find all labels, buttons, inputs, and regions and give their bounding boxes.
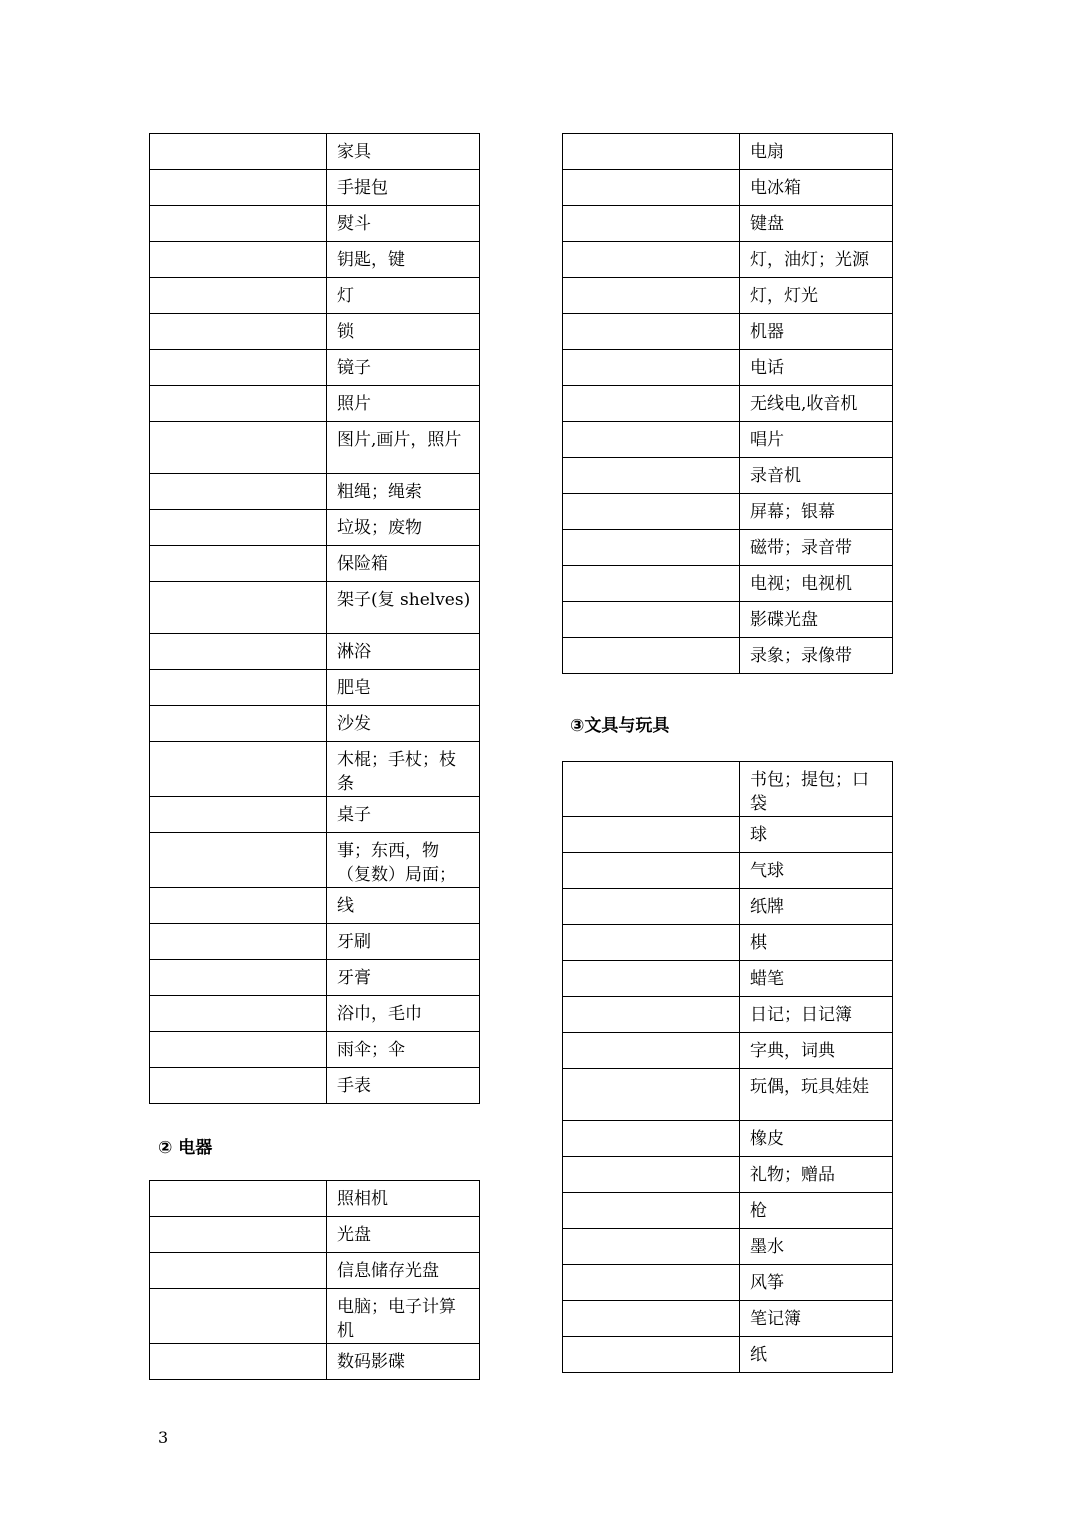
table-row (150, 278, 480, 314)
word-meaning-cell: 字典，词典 (740, 1033, 893, 1069)
left-column (149, 133, 480, 1104)
word-meaning-cell: 牙膏 (327, 960, 480, 996)
word-meaning-cell: 球 (740, 817, 893, 853)
answer-blank-cell[interactable] (563, 566, 740, 602)
word-meaning-cell: 橡皮 (740, 1121, 893, 1157)
table-row (563, 762, 893, 817)
word-meaning-cell: 录象；录像带 (740, 638, 893, 674)
table-row (563, 853, 893, 889)
word-meaning-cell: 枪 (740, 1193, 893, 1229)
word-meaning-cell: 锁 (327, 314, 480, 350)
word-meaning-cell: 磁带；录音带 (740, 530, 893, 566)
answer-blank-cell[interactable] (563, 638, 740, 674)
table-row (563, 242, 893, 278)
table-row (563, 458, 893, 494)
answer-blank-cell[interactable] (563, 350, 740, 386)
word-meaning-cell: 蜡笔 (740, 961, 893, 997)
answer-blank-cell[interactable] (563, 762, 740, 817)
table-row (563, 494, 893, 530)
word-meaning-cell: 镜子 (327, 350, 480, 386)
word-meaning-cell: 家具 (327, 134, 480, 170)
answer-blank-cell[interactable] (150, 582, 327, 634)
word-meaning-cell: 垃圾；废物 (327, 510, 480, 546)
word-meaning-cell: 图片,画片，照片 (327, 422, 480, 474)
table-row (563, 350, 893, 386)
table-row (563, 134, 893, 170)
electronics-vocab-table (562, 133, 893, 674)
stationery-vocab-table (562, 761, 893, 1373)
word-meaning-cell: 电扇 (740, 134, 893, 170)
section-heading-stationery-toys: ③文具与玩具 (570, 716, 670, 736)
word-meaning-cell: 棋 (740, 925, 893, 961)
word-meaning-cell: 沙发 (327, 706, 480, 742)
word-meaning-cell: 肥皂 (327, 670, 480, 706)
word-meaning-cell: 桌子 (327, 797, 480, 833)
word-meaning-cell: 墨水 (740, 1229, 893, 1265)
table-row (150, 924, 480, 960)
table-row (563, 925, 893, 961)
word-meaning-cell: 手表 (327, 1068, 480, 1104)
answer-blank-cell[interactable] (563, 817, 740, 853)
answer-blank-cell[interactable] (150, 1344, 327, 1380)
answer-blank-cell[interactable] (563, 206, 740, 242)
table-row (150, 1032, 480, 1068)
word-meaning-cell: 影碟光盘 (740, 602, 893, 638)
answer-blank-cell[interactable] (150, 996, 327, 1032)
table-row (563, 1193, 893, 1229)
word-meaning-cell: 电话 (740, 350, 893, 386)
answer-blank-cell[interactable] (150, 278, 327, 314)
word-meaning-cell: 浴巾，毛巾 (327, 996, 480, 1032)
answer-blank-cell[interactable] (563, 961, 740, 997)
table-row (150, 134, 480, 170)
answer-blank-cell[interactable] (150, 1253, 327, 1289)
table-row (150, 996, 480, 1032)
table-row (563, 961, 893, 997)
household-vocab-table (149, 133, 480, 1104)
word-meaning-cell: 无线电,收音机 (740, 386, 893, 422)
answer-blank-cell[interactable] (150, 670, 327, 706)
word-meaning-cell: 钥匙，键 (327, 242, 480, 278)
answer-blank-cell[interactable] (563, 422, 740, 458)
word-meaning-cell: 事；东西，物（复数）局面； (327, 833, 480, 888)
page-number: 3 (158, 1428, 169, 1447)
answer-blank-cell[interactable] (150, 797, 327, 833)
word-meaning-cell: 日记；日记簿 (740, 997, 893, 1033)
word-meaning-cell: 笔记簿 (740, 1301, 893, 1337)
table-row (150, 1068, 480, 1104)
answer-blank-cell[interactable] (150, 706, 327, 742)
word-meaning-cell: 屏幕；银幕 (740, 494, 893, 530)
table-row (563, 638, 893, 674)
table-row (563, 386, 893, 422)
table-row (150, 1289, 480, 1344)
appliances-vocab-table (149, 1180, 480, 1380)
table-row (150, 474, 480, 510)
table-row (563, 278, 893, 314)
answer-blank-cell[interactable] (150, 206, 327, 242)
answer-blank-cell[interactable] (563, 1069, 740, 1121)
answer-blank-cell[interactable] (150, 924, 327, 960)
table-row (150, 634, 480, 670)
answer-blank-cell[interactable] (150, 1068, 327, 1104)
word-meaning-cell: 线 (327, 888, 480, 924)
answer-blank-cell[interactable] (563, 602, 740, 638)
answer-blank-cell[interactable] (150, 1289, 327, 1344)
table-row (563, 1265, 893, 1301)
table-row (150, 670, 480, 706)
answer-blank-cell[interactable] (563, 386, 740, 422)
answer-blank-cell[interactable] (563, 530, 740, 566)
answer-blank-cell[interactable] (150, 742, 327, 797)
table-row (150, 1181, 480, 1217)
table-row (563, 1337, 893, 1373)
word-meaning-cell: 电视；电视机 (740, 566, 893, 602)
answer-blank-cell[interactable] (150, 134, 327, 170)
table-row (150, 386, 480, 422)
table-row (150, 546, 480, 582)
answer-blank-cell[interactable] (563, 925, 740, 961)
answer-blank-cell[interactable] (150, 888, 327, 924)
answer-blank-cell[interactable] (150, 833, 327, 888)
table-row (150, 350, 480, 386)
word-meaning-cell: 机器 (740, 314, 893, 350)
table-row (150, 422, 480, 474)
word-meaning-cell: 手提包 (327, 170, 480, 206)
answer-blank-cell[interactable] (150, 1181, 327, 1217)
word-meaning-cell: 录音机 (740, 458, 893, 494)
table-row (150, 206, 480, 242)
answer-blank-cell[interactable] (150, 242, 327, 278)
word-meaning-cell: 牙刷 (327, 924, 480, 960)
table-row (563, 602, 893, 638)
word-meaning-cell: 熨斗 (327, 206, 480, 242)
word-meaning-cell: 灯，灯光 (740, 278, 893, 314)
answer-blank-cell[interactable] (563, 1229, 740, 1265)
answer-blank-cell[interactable] (563, 134, 740, 170)
answer-blank-cell[interactable] (563, 997, 740, 1033)
answer-blank-cell[interactable] (150, 422, 327, 474)
table-row (150, 510, 480, 546)
word-meaning-cell: 礼物；赠品 (740, 1157, 893, 1193)
word-meaning-cell: 保险箱 (327, 546, 480, 582)
table-row (563, 530, 893, 566)
answer-blank-cell[interactable] (150, 634, 327, 670)
table-row (150, 314, 480, 350)
word-meaning-cell: 书包；提包；口袋 (740, 762, 893, 817)
answer-blank-cell[interactable] (563, 853, 740, 889)
answer-blank-cell[interactable] (150, 1217, 327, 1253)
table-row (150, 582, 480, 634)
word-meaning-cell: 粗绳；绳索 (327, 474, 480, 510)
answer-blank-cell[interactable] (563, 1301, 740, 1337)
table-row (563, 817, 893, 853)
answer-blank-cell[interactable] (150, 1032, 327, 1068)
stationery-column (562, 761, 893, 1373)
table-row (563, 206, 893, 242)
word-meaning-cell: 气球 (740, 853, 893, 889)
word-meaning-cell: 键盘 (740, 206, 893, 242)
word-meaning-cell: 灯 (327, 278, 480, 314)
answer-blank-cell[interactable] (563, 1337, 740, 1373)
answer-blank-cell[interactable] (150, 350, 327, 386)
table-row (150, 706, 480, 742)
table-row (563, 1229, 893, 1265)
table-row (150, 797, 480, 833)
table-row (150, 960, 480, 996)
word-meaning-cell: 淋浴 (327, 634, 480, 670)
word-meaning-cell: 风筝 (740, 1265, 893, 1301)
table-row (563, 1069, 893, 1121)
answer-blank-cell[interactable] (563, 889, 740, 925)
table-row (563, 170, 893, 206)
answer-blank-cell[interactable] (563, 1193, 740, 1229)
answer-blank-cell[interactable] (150, 386, 327, 422)
answer-blank-cell[interactable] (563, 1265, 740, 1301)
table-row (563, 314, 893, 350)
answer-blank-cell[interactable] (150, 314, 327, 350)
word-meaning-cell: 电脑；电子计算机 (327, 1289, 480, 1344)
table-row (563, 997, 893, 1033)
right-column (562, 133, 893, 674)
answer-blank-cell[interactable] (563, 278, 740, 314)
answer-blank-cell[interactable] (563, 314, 740, 350)
table-row (150, 742, 480, 797)
table-row (150, 1344, 480, 1380)
word-meaning-cell: 光盘 (327, 1217, 480, 1253)
table-row (150, 888, 480, 924)
table-row (150, 1253, 480, 1289)
word-meaning-cell: 灯，油灯；光源 (740, 242, 893, 278)
answer-blank-cell[interactable] (150, 170, 327, 206)
table-row (563, 889, 893, 925)
answer-blank-cell[interactable] (563, 1121, 740, 1157)
answer-blank-cell[interactable] (563, 1157, 740, 1193)
word-meaning-cell: 电冰箱 (740, 170, 893, 206)
answer-blank-cell[interactable] (563, 242, 740, 278)
word-meaning-cell: 架子(复 shelves) (327, 582, 480, 634)
answer-blank-cell[interactable] (563, 494, 740, 530)
table-row (563, 1033, 893, 1069)
answer-blank-cell[interactable] (150, 474, 327, 510)
word-meaning-cell: 木棍；手杖；枝条 (327, 742, 480, 797)
table-row (563, 1157, 893, 1193)
answer-blank-cell[interactable] (150, 960, 327, 996)
word-meaning-cell: 纸 (740, 1337, 893, 1373)
answer-blank-cell[interactable] (150, 546, 327, 582)
table-row (563, 1121, 893, 1157)
word-meaning-cell: 数码影碟 (327, 1344, 480, 1380)
table-row (150, 170, 480, 206)
table-row (150, 833, 480, 888)
answer-blank-cell[interactable] (563, 458, 740, 494)
answer-blank-cell[interactable] (563, 170, 740, 206)
appliances-column (149, 1180, 480, 1380)
table-row (150, 1217, 480, 1253)
word-meaning-cell: 信息储存光盘 (327, 1253, 480, 1289)
table-row (563, 566, 893, 602)
section-heading-appliances: ② 电器 (158, 1138, 213, 1158)
word-meaning-cell: 唱片 (740, 422, 893, 458)
table-row (563, 1301, 893, 1337)
word-meaning-cell: 照片 (327, 386, 480, 422)
table-row (563, 422, 893, 458)
answer-blank-cell[interactable] (563, 1033, 740, 1069)
word-meaning-cell: 玩偶，玩具娃娃 (740, 1069, 893, 1121)
answer-blank-cell[interactable] (150, 510, 327, 546)
word-meaning-cell: 照相机 (327, 1181, 480, 1217)
word-meaning-cell: 雨伞；伞 (327, 1032, 480, 1068)
word-meaning-cell: 纸牌 (740, 889, 893, 925)
table-row (150, 242, 480, 278)
